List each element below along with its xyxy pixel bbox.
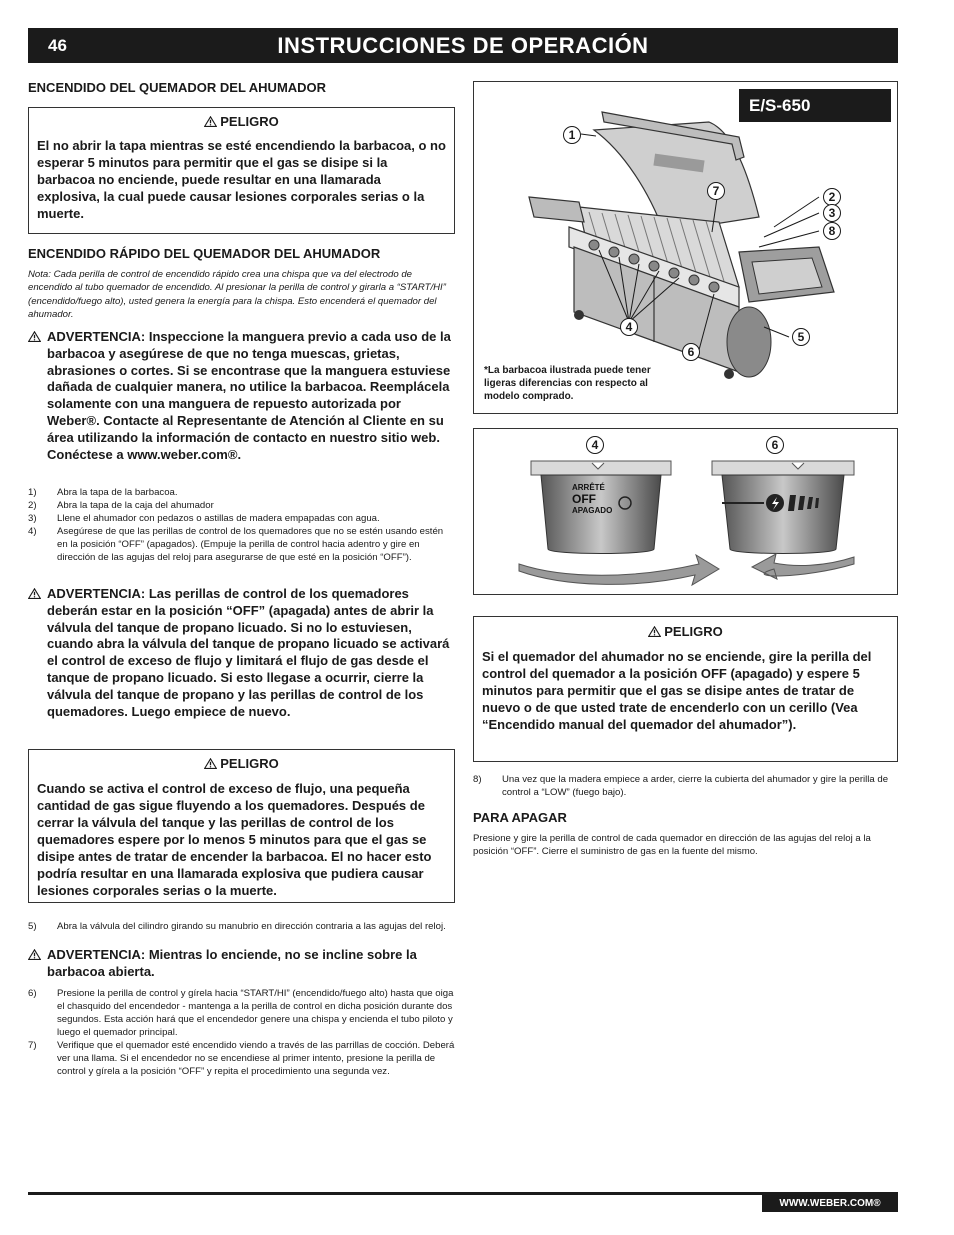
callout-4: 4 [586,436,604,454]
page-title: INSTRUCCIONES DE OPERACIÓN [277,33,649,58]
step-8 [473,773,898,799]
danger-box-lid [28,107,455,234]
section-heading-quick-ignition: ENCENDIDO RÁPIDO DEL QUEMADOR DEL AHUMADOR [28,246,381,261]
list-item: 1) Abra la tapa de la barbacoa. [28,487,178,498]
section-heading-shutdown: PARA APAGAR [473,810,567,825]
list-item: 2) Abra la tapa de la caja del ahumador [28,500,214,511]
knob-off-label: ARRÊTÉ OFF APAGADO [572,483,613,515]
callout-1: 1 [563,126,581,144]
callout-6: 6 [766,436,784,454]
list-item: 6) Presione la perilla de control y gírela hacia “START/HI” (encendido/fuego alto) hasta que oiga el chasquido del encendedor - mantenga a la perilla de control en dicha posición durante dos segundos. Esta acción hará que el encendedor genere una chispa y encienda el tubo piloto y luego el quemador principal. [28,988,454,1038]
figure-caption: *La barbacoa ilustrada puede tener ligeras diferencias con respecto al modelo comprado. [484,365,651,402]
steps-list-1 [28,486,455,564]
list-item: 4) Asegúrese de que las perillas de control de los quemadores que no se estén usando estén en la posición “OFF” (apagados). (Empuje la perilla de control hacia adentro y gire en dirección de las agujas del reloj para asegurarse de que esté en la posición “OFF”). [28,526,444,563]
shutdown-text: Presione y gire la perilla de control de cada quemador en dirección de las agujas del reloj a la posición “OFF”. Cierre el suministro de gas en la fuente del mismo. [473,833,871,857]
page-header [28,28,898,63]
warning-triangle-icon [204,116,217,127]
danger-text: Cuando se activa el control de exceso de flujo, una pequeña cantidad de gas sigue fluyendo a los quemadores. Después de cerrar la válvula del tanque y las perillas de control de los quemadores espere por lo menos 5 minutos para que el gas se disipe antes de tratar de encender la barbacoa. El no hacer esto podría resultar en una llamarada explosiva que pudiera causar lesiones corporales serias o la muerte. [37,781,432,898]
steps-list-2 [28,987,455,1078]
list-item: 5) Abra la válvula del cilindro girando su manubrio en dirección contraria a las agujas del reloj. [28,921,446,932]
danger-title: PELIGRO [220,114,279,129]
warning-text: ADVERTENCIA: Mientras lo enciende, no se incline sobre la barbacoa abierta. [47,947,417,979]
callout-8: 8 [823,222,841,240]
warning-triangle-icon [204,758,217,769]
warning-lean [28,947,455,981]
warning-triangle-icon [648,626,661,637]
danger-text: Si el quemador del ahumador no se enciende, gire la perilla del control del quemador a la posición OFF (apagado) y espere 5 minutos para permitir que el gas se disipe antes de tratar de nuevo o de que usted trate de encenderlo con un cerillo (Vea “Encendido manual del quemador del ahumador”). [482,649,872,732]
model-badge: E/S-650 [739,89,891,122]
step-5 [28,920,455,933]
callout-7: 7 [707,182,725,200]
list-item: 7) Verifique que el quemador esté encendido viendo a través de las parrillas de cocción. Deberá ver una llama. Si el encendedor no se encendiese al primer intento, presione la perilla de control y gírela a la posición “OFF” y repita el procedimiento una segunda vez. [28,1040,455,1077]
callout-4: 4 [620,318,638,336]
knob-illustration [474,429,897,594]
danger-text: El no abrir la tapa mientras se esté encendiendo la barbacoa, o no esperar 5 minutos para permitir que el gas se disipe si la barbacoa no enciende, puede resultar en una llamarada explosiva, la cual puede causar lesiones corporales serias o la muerte. [37,138,446,221]
list-item: 3) Llene el ahumador con pedazos o astillas de madera empapadas con agua. [28,513,380,524]
callout-5: 5 [792,328,810,346]
callout-3: 3 [823,204,841,222]
warning-knobs-off [28,586,455,720]
page-number: 46 [48,36,67,55]
grill-figure [473,81,898,414]
warning-hose [28,329,455,463]
callout-6: 6 [682,343,700,361]
callout-2: 2 [823,188,841,206]
warning-triangle-icon [28,331,41,342]
danger-title: PELIGRO [220,756,279,771]
section-heading-smoker-ignition: ENCENDIDO DEL QUEMADOR DEL AHUMADOR [28,80,327,95]
warning-triangle-icon [28,588,41,599]
warning-text: ADVERTENCIA: Las perillas de control de los quemadores deberán estar en la posición “OFF” (apagada) antes de abrir la válvula del tanque de propano licuado. Si no lo estuviesen, cuando abra la válvula del tanque de propano licuado se activará el control de exceso de flujo y limitará el flujo de gas desde el tanque de propano licuado. Si esto llegase a ocurrir, cierre la válvula del tanque de propano y las perillas de control de los quemadores. Luego empiece de nuevo. [47,586,450,719]
ignition-note: Nota: Cada perilla de control de encendido rápido crea una chispa que va del electrodo de encendido al tubo quemador de encendido. Al presionar la perilla de control y girarla a “START/HI” (encendido/fuego alto), usted genera la energía para la chispa. Esto encenderá el quemador del ahumador. [28,269,446,320]
weber-website-link[interactable]: Conéctese a www.weber.com®. [47,446,242,462]
warning-text: ADVERTENCIA: Inspeccione la manguera previo a cada uso de la barbacoa y asegúrese de que no tenga muescas, grietas, abrasiones o cortes. Si se encontrase que la manguera estuviese dañada de cualquier manera, no utilice la barbacoa. Reemplácela solamente con una manguera de repuesto autorizada por Weber®. Contacte al Representante de Atención al Cliente en su área utilizando la información de contacto en nuestro sitio web. [47,329,451,445]
knob-figure [473,428,898,595]
danger-box-excess-flow [28,749,455,903]
list-item: 8) Una vez que la madera empiece a arder, cierre la cubierta del ahumador y gire la perilla de control a “LOW” (fuego bajo). [473,774,889,798]
danger-box-smoker [473,616,898,762]
danger-title: PELIGRO [664,624,723,639]
footer-url[interactable]: WWW.WEBER.COM® [762,1195,898,1212]
warning-triangle-icon [28,949,41,960]
